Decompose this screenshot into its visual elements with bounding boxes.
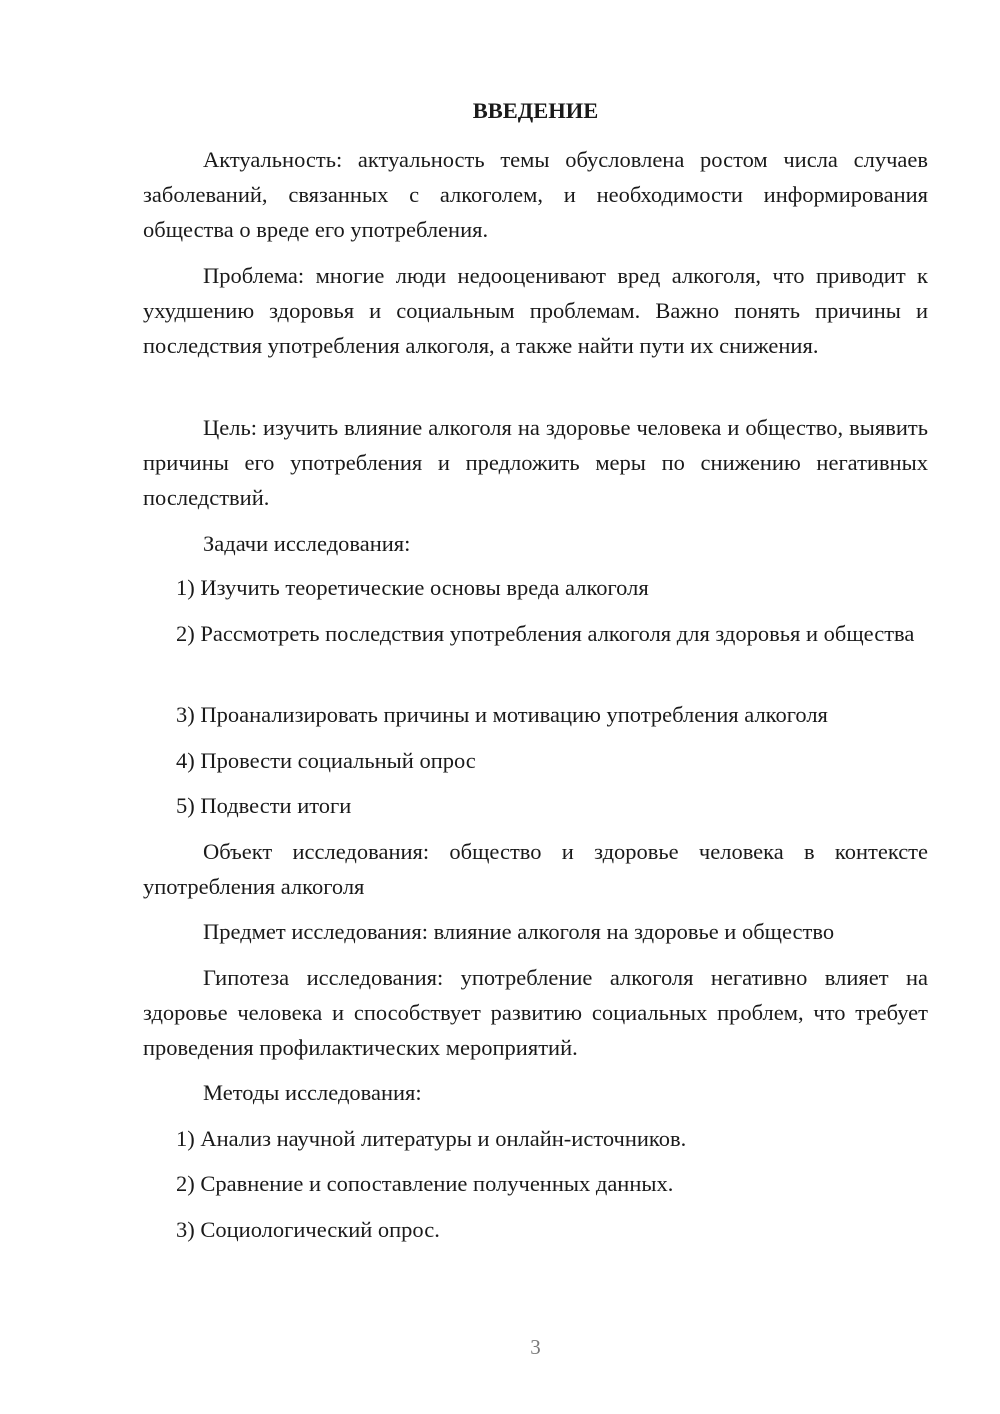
tasks-heading: Задачи исследования:	[203, 531, 411, 556]
method-item-3: 3) Социологический опрос.	[176, 1217, 440, 1242]
paragraph-object: Объект исследования: общество и здоровье человека в контексте употребления алкоголя	[143, 839, 928, 899]
task-item-2: 2) Рассмотреть последствия употребления алкоголя для здоровья и общества	[176, 621, 915, 646]
paragraph-hypothesis: Гипотеза исследования: употребление алкоголя негативно влияет на здоровье человека и способствует развитию социальных проблем, что требует проведения профилактических мероприятий.	[143, 965, 928, 1060]
methods-heading: Методы исследования:	[203, 1080, 422, 1105]
paragraph-problem: Проблема: многие люди недооценивают вред алкоголя, что приводит к ухудшению здоровья и социальным проблемам. Важно понять причины и последствия употребления алкоголя, а также найти пути их снижения.	[143, 263, 928, 358]
task-item-4: 4) Провести социальный опрос	[176, 748, 476, 773]
paragraph-actuality: Актуальность: актуальность темы обусловлена ростом числа случаев заболеваний, связанных с алкоголем, и необходимости информирования общества о вреде его употребления.	[143, 147, 928, 242]
paragraph-subject: Предмет исследования: влияние алкоголя на здоровье и общество	[203, 919, 835, 944]
page-number: 3	[530, 1335, 541, 1359]
method-item-2: 2) Сравнение и сопоставление полученных данных.	[176, 1171, 674, 1196]
task-item-3: 3) Проанализировать причины и мотивацию употребления алкоголя	[176, 702, 828, 727]
task-item-1: 1) Изучить теоретические основы вреда алкоголя	[176, 575, 649, 600]
task-item-5: 5) Подвести итоги	[176, 793, 352, 818]
method-item-1: 1) Анализ научной литературы и онлайн-источников.	[176, 1126, 687, 1151]
page-title: ВВЕДЕНИЕ	[472, 98, 599, 123]
paragraph-goal: Цель: изучить влияние алкоголя на здоровье человека и общество, выявить причины его употребления и предложить меры по снижению негативных последствий.	[143, 415, 928, 510]
